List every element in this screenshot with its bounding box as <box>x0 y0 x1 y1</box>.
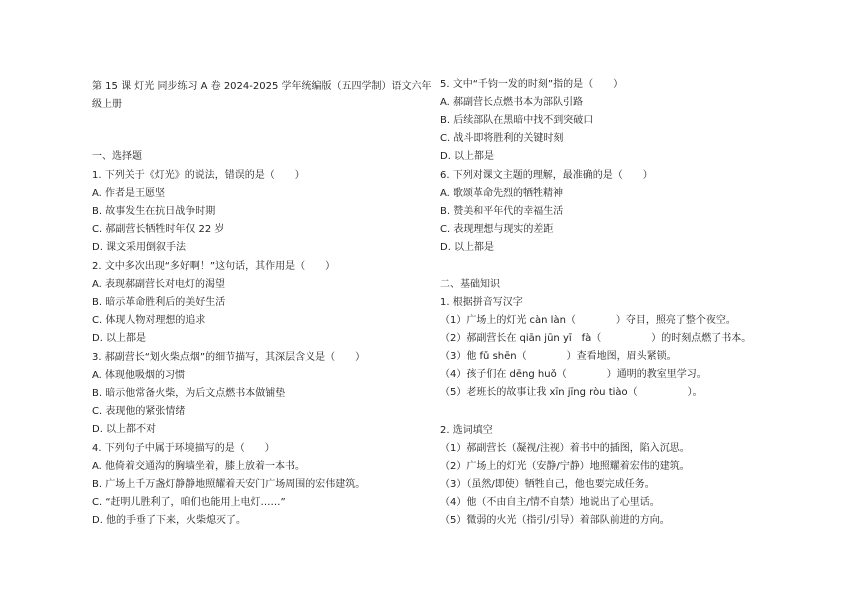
question-6-option-a: A. 歌颂革命先烈的牺牲精神 <box>440 188 564 199</box>
question-3-option-c: C. 表现他的紧张情绪 <box>92 406 186 417</box>
question-1-option-b: B. 故事发生在抗日战争时期 <box>92 206 216 217</box>
question-3-option-a: A. 体现他吸烟的习惯 <box>92 370 186 381</box>
question-4-stem: 4. 下列句子中属于环境描写的是（ ） <box>92 443 275 454</box>
question-2-stem: 2. 文中多次出现“多好啊！”这句话，其作用是（ ） <box>92 261 336 272</box>
section-heading-choice: 一、选择题 <box>92 151 142 162</box>
question-3-option-b: B. 暗示他常备火柴，为后文点燃书本做铺垫 <box>92 388 286 399</box>
question-5-option-c: C. 战斗即将胜利的关键时刻 <box>440 133 564 144</box>
question-1-option-a: A. 作者是王愿坚 <box>92 188 166 199</box>
question-6-option-b: B. 赞美和平年代的幸福生活 <box>440 206 564 217</box>
question-5-option-a: A. 郝副营长点燃书本为部队引路 <box>440 97 584 108</box>
question-6-option-d: D. 以上都是 <box>440 242 495 253</box>
question-2-option-b: B. 暗示革命胜利后的美好生活 <box>92 297 226 308</box>
question-6-option-c: C. 表现理想与现实的差距 <box>440 224 554 235</box>
question-4-option-c: C. “赶明儿胜利了，咱们也能用上电灯……” <box>92 497 286 508</box>
question-1-stem: 1. 下列关于《灯光》的说法，错误的是（ ） <box>92 170 305 181</box>
question-1-option-c: C. 郝副营长牺牲时年仅 22 岁 <box>92 224 225 235</box>
question-5-option-b: B. 后续部队在黑暗中找不到突破口 <box>440 115 594 126</box>
pinyin-task-stem: 1. 根据拼音写汉字 <box>440 297 523 308</box>
word-choice-item-5: （5）微弱的火光（指引/引导）着部队前进的方向。 <box>440 515 670 526</box>
question-6-stem: 6. 下列对课文主题的理解，最准确的是（ ） <box>440 170 653 181</box>
section-heading-basics: 二、基础知识 <box>440 279 500 290</box>
pinyin-item-4: （4）孩子们在 dēng huǒ（ ）通明的教室里学习。 <box>440 369 707 380</box>
pinyin-item-3: （3）他 fǔ shēn（ ）查看地图，眉头紧锁。 <box>440 351 677 362</box>
question-2-option-a: A. 表现郝副营长对电灯的渴望 <box>92 279 226 290</box>
word-choice-item-1: （1）郝副营长（凝视/注视）着书中的插图，陷入沉思。 <box>440 443 690 454</box>
question-2-option-d: D. 以上都是 <box>92 333 147 344</box>
question-5-option-d: D. 以上都是 <box>440 151 495 162</box>
question-2-option-c: C. 体现人物对理想的追求 <box>92 315 206 326</box>
word-choice-item-3: （3）（虽然/即使）牺牲自己，他也要完成任务。 <box>440 479 655 490</box>
document-title: 第 15 课 灯光 同步练习 A 卷 2024-2025 学年统编版（五四学制）语文六年级上册 <box>92 81 432 110</box>
question-4-option-b: B. 广场上千万盏灯静静地照耀着天安门广场周围的宏伟建筑。 <box>92 479 366 490</box>
word-choice-item-2: （2）广场上的灯光（安静/宁静）地照耀着宏伟的建筑。 <box>440 461 690 472</box>
question-4-option-d: D. 他的手垂了下来，火柴熄灭了。 <box>92 515 247 526</box>
question-4-option-a: A. 他倚着交通沟的胸墙坐着，膝上放着一本书。 <box>92 461 306 472</box>
question-3-option-d: D. 以上都不对 <box>92 424 157 435</box>
pinyin-item-1: （1）广场上的灯光 càn làn（ ）夺目，照亮了整个夜空。 <box>440 315 736 326</box>
word-choice-item-4: （4）他（不由自主/情不自禁）地说出了心里话。 <box>440 497 660 508</box>
pinyin-item-5: （5）老班长的故事让我 xīn jīng ròu tiào（ ）。 <box>440 387 703 398</box>
word-choice-task-stem: 2. 选词填空 <box>440 425 493 436</box>
pinyin-item-2: （2）郝副营长在 qiān jūn yī fà（ ）的时刻点燃了书本。 <box>440 333 752 344</box>
question-3-stem: 3. 郝副营长“划火柴点烟”的细节描写，其深层含义是（ ） <box>92 352 366 363</box>
question-1-option-d: D. 课文采用倒叙手法 <box>92 242 187 253</box>
question-5-stem: 5. 文中“千钧一发的时刻”指的是（ ） <box>440 79 624 90</box>
